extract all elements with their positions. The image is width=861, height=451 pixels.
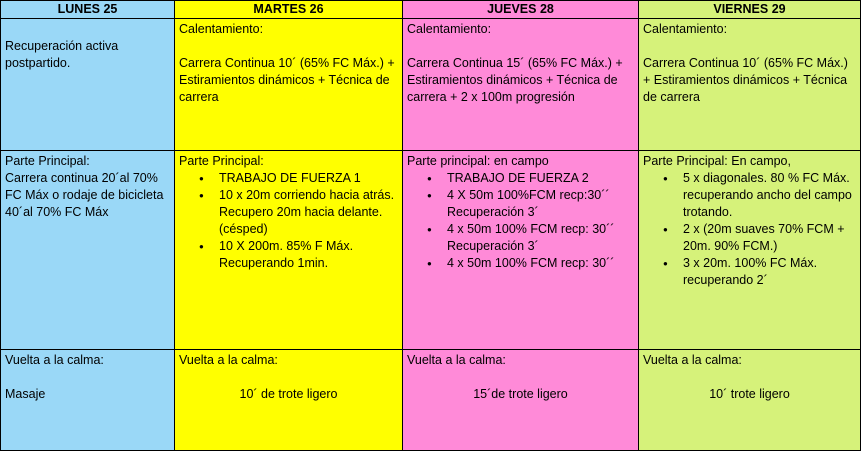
martes-warmup-cell <box>175 19 403 151</box>
lunes-main-cell <box>1 150 175 349</box>
list-item: ● 4 x 50m 100% FCM recp: 30´´ <box>447 255 634 272</box>
list-item: ● TRABAJO DE FUERZA 1 <box>219 170 398 187</box>
martes-main-list <box>179 170 398 272</box>
jueves-main-cell <box>403 150 639 349</box>
list-item: ● 10 x 20m corriendo hacia atrás. Recupero 20m hacia delante. (césped) <box>219 187 398 238</box>
warmup-row <box>1 19 861 151</box>
martes-main-title: Parte Principal: <box>179 153 264 168</box>
jueves-cooldown-title: Vuelta a la calma: <box>407 352 506 367</box>
lunes-warmup-text: Recuperación activa postpartido. <box>5 39 119 70</box>
martes-cooldown-title: Vuelta a la calma: <box>179 352 278 367</box>
viernes-main-title: Parte Principal: En campo, <box>643 153 791 168</box>
viernes-cooldown-text: 10´ trote ligero <box>709 386 790 401</box>
martes-cooldown-text: 10´ de trote ligero <box>239 386 338 401</box>
jueves-warmup-text: Carrera Continua 15´ (65% FC Máx.) + Estiramientos dinámicos + Técnica de carrera + 2 x 100m progresión <box>407 56 623 104</box>
header-row <box>1 1 861 19</box>
jueves-cooldown-cell <box>403 349 639 450</box>
viernes-main-cell <box>639 150 861 349</box>
list-item: ● 2 x (20m suaves 70% FCM + 20m. 90% FCM.) <box>683 221 856 255</box>
list-item: ● 4 X 50m 100%FCM recp:30´´ Recuperación 3´ <box>447 187 634 221</box>
header-viernes: VIERNES 29 <box>639 1 861 19</box>
jueves-main-title: Parte principal: en campo <box>407 153 549 168</box>
list-item: ● 3 x 20m. 100% FC Máx. recuperando 2´ <box>683 255 856 289</box>
lunes-cooldown-text: Masaje <box>5 386 46 401</box>
lunes-main-title: Parte Principal: <box>5 153 90 168</box>
list-item: ● 4 x 50m 100% FCM recp: 30´´ Recuperación 3´ <box>447 221 634 255</box>
martes-cooldown-cell <box>175 349 403 450</box>
lunes-main-text: Carrera continua 20´al 70% FC Máx o rodaje de bicicleta 40´al 70% FC Máx <box>5 170 164 219</box>
viernes-cooldown-cell <box>639 349 861 450</box>
lunes-warmup-cell <box>1 19 175 151</box>
main-row <box>1 150 861 349</box>
header-lunes: LUNES 25 <box>1 1 175 19</box>
cooldown-row <box>1 349 861 450</box>
martes-main-cell <box>175 150 403 349</box>
jueves-warmup-title: Calentamiento: <box>407 22 492 36</box>
lunes-cooldown-cell <box>1 349 175 450</box>
viernes-warmup-cell <box>639 19 861 151</box>
lunes-cooldown-title: Vuelta a la calma: <box>5 352 104 367</box>
viernes-warmup-text: Carrera Continua 10´ (65% FC Máx.) + Estiramientos dinámicos + Técnica de carrera <box>643 56 848 104</box>
viernes-main-list <box>643 170 856 289</box>
header-jueves: JUEVES 28 <box>403 1 639 19</box>
jueves-main-list <box>407 170 634 272</box>
jueves-warmup-cell <box>403 19 639 151</box>
viernes-warmup-title: Calentamiento: <box>643 22 728 36</box>
list-item: ● 10 X 200m. 85% F Máx. Recuperando 1min. <box>219 238 398 272</box>
martes-warmup-text: Carrera Continua 10´ (65% FC Máx.) + Estiramientos dinámicos + Técnica de carrera <box>179 56 395 104</box>
jueves-cooldown-text: 15´de trote ligero <box>473 386 568 401</box>
viernes-cooldown-title: Vuelta a la calma: <box>643 352 742 367</box>
list-item: ● 5 x diagonales. 80 % FC Máx. recuperando ancho del campo trotando. <box>683 170 856 221</box>
header-martes: MARTES 26 <box>175 1 403 19</box>
list-item: ● TRABAJO DE FUERZA 2 <box>447 170 634 187</box>
martes-warmup-title: Calentamiento: <box>179 22 264 36</box>
